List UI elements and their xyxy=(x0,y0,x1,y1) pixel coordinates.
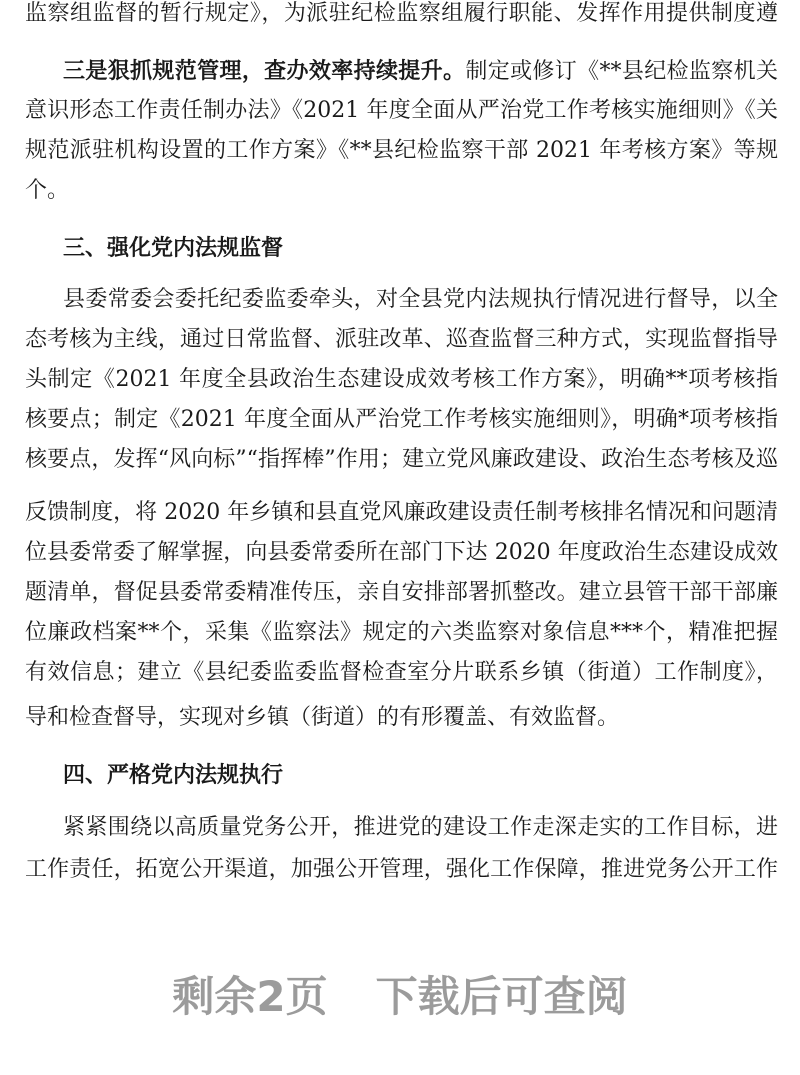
paragraph-line: 头制定《2021 年度全县政治生态建设成效考核工作方案》，明确**项考核指 xyxy=(25,367,778,392)
paragraph-line: 工作责任，拓宽公开渠道，加强公开管理，强化工作保障，推进党务公开工作 xyxy=(25,857,778,882)
paragraph-line: 态考核为主线，通过日常监督、派驻改革、巡查监督三种方式，实现监督指导 xyxy=(25,327,778,352)
paragraph-line: 导和检查督导，实现对乡镇（街道）的有形覆盖、有效监督。 xyxy=(25,705,620,730)
paragraph-line: 有效信息；建立《县纪委监委监督检查室分片联系乡镇（街道）工作制度》， xyxy=(25,660,778,685)
paragraph-line: 核要点，发挥“风向标”“指挥棒”作用；建立党风廉政建设、政治生态考核及巡 xyxy=(25,447,778,472)
paragraph-line: 个。 xyxy=(25,178,70,203)
paragraph-line: 反馈制度，将 2020 年乡镇和县直党风廉政建设责任制考核排名情况和问题清 xyxy=(25,500,778,525)
paragraph-text: 制定或修订《**县纪检监察机关 xyxy=(465,59,778,84)
paragraph-line xyxy=(63,51,778,91)
paragraph-line: 意识形态工作责任制办法》《2021 年度全面从严治党工作考核实施细则》《关 xyxy=(25,98,778,123)
paragraph-line: 位县委常委了解掌握，向县委常委所在部门下达 2020 年度政治生态建设成效 xyxy=(25,540,778,565)
paragraph-line: 县委常委会委托纪委监委牵头，对全县党内法规执行情况进行督导，以全 xyxy=(63,287,778,312)
paragraph-line: 位廉政档案**个，采集《监察法》规定的六类监察对象信息***个，精准把握 xyxy=(25,620,778,645)
paragraph-line: 规范派驻机构设置的工作方案》《**县纪检监察干部 2021 年考核方案》等规 xyxy=(25,138,778,163)
section-heading: 四、严格党内法规执行 xyxy=(63,762,284,788)
remaining-pages-text: 剩余2页 xyxy=(172,972,328,1021)
paragraph-line: 紧紧围绕以高质量党务公开，推进党的建设工作走深走实的工作目标，进 xyxy=(63,815,778,840)
section-heading: 三、强化党内法规监督 xyxy=(63,235,284,261)
paragraph-line: 题清单，督促县委常委精准传压，亲自安排部署抓整改。建立县管干部干部廉 xyxy=(25,580,778,605)
paragraph-line: 监察组监督的暂行规定》，为派驻纪检监察组履行职能、发挥作用提供制度遵 xyxy=(25,1,778,26)
paragraph-line: 核要点；制定《2021 年度全面从严治党工作考核实施细则》，明确*项考核指 xyxy=(25,407,778,432)
download-banner[interactable] xyxy=(0,970,800,1024)
download-to-view-link[interactable]: 下载后可查阅 xyxy=(375,972,628,1021)
bold-lead: 三是狠抓规范管理，查办效率持续提升。 xyxy=(63,58,466,84)
